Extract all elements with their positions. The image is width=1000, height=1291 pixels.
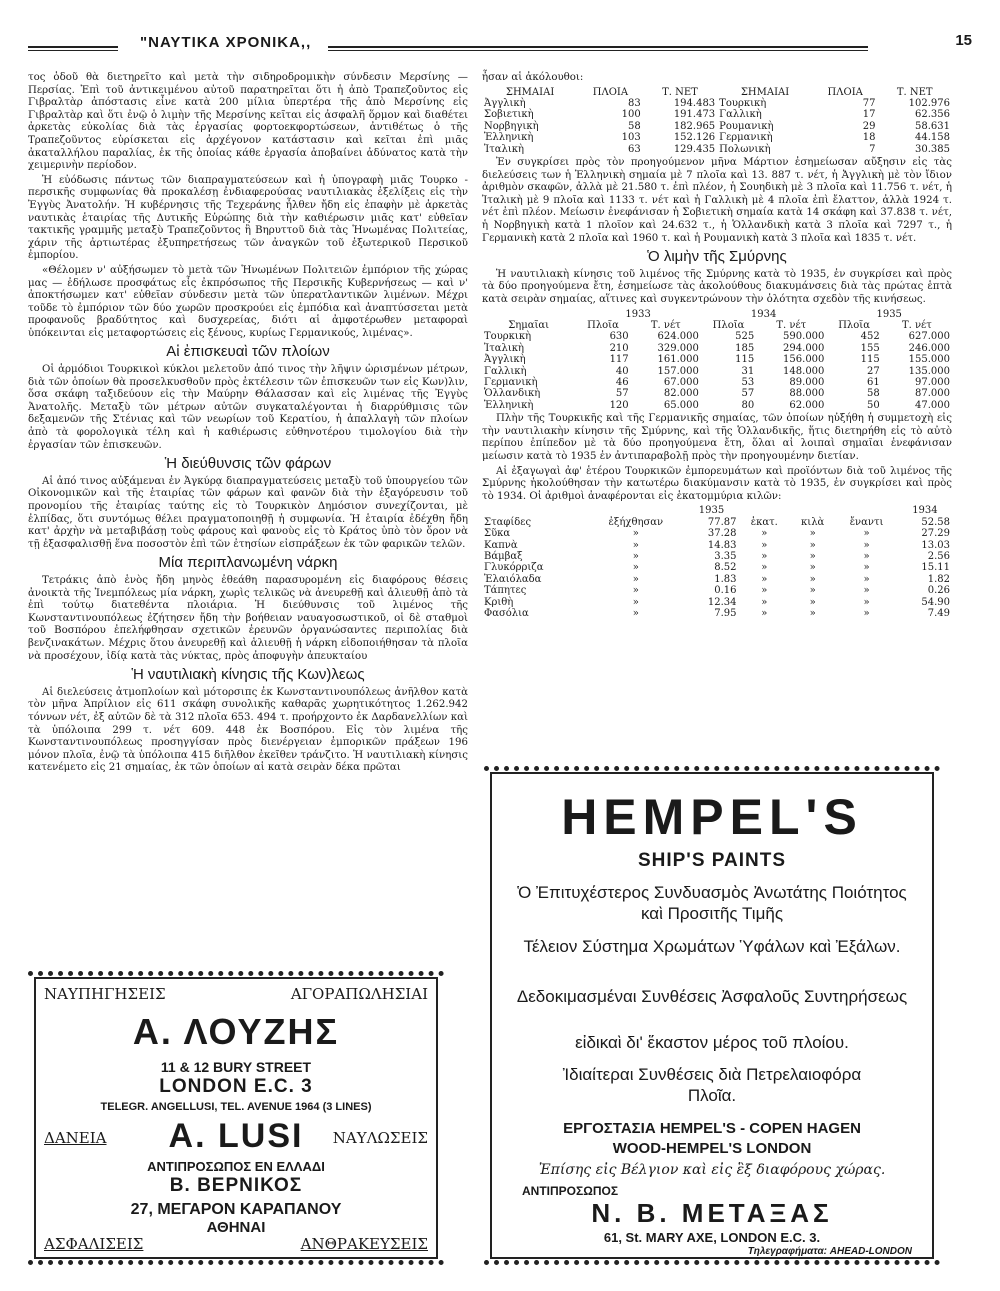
table-row bbox=[482, 121, 952, 132]
ad-service-sales: ΑΓΟΡΑΠΩΛΗΣΙΑΙ bbox=[290, 985, 428, 1003]
ad-representative-name: Β. ΒΕΡΝΙΚΟΣ bbox=[169, 1175, 303, 1196]
ad-line: Δεδοκιμασμέναι Συνθέσεις Ἀσφαλοῦς Συντηρήσεως bbox=[516, 987, 908, 1006]
table-row bbox=[482, 574, 952, 585]
ad-lousis bbox=[34, 977, 438, 1259]
table-cell: 58 bbox=[867, 388, 880, 400]
table-header: Τ. νέτ bbox=[650, 319, 681, 331]
table-cell: 590.000 bbox=[783, 331, 825, 343]
table-cell: 63 bbox=[627, 143, 641, 155]
table-cell: » bbox=[863, 608, 870, 620]
table-cell: 115 bbox=[735, 354, 755, 366]
table-cell: Καπνὰ bbox=[484, 539, 518, 551]
table-cell: 88.000 bbox=[789, 388, 825, 400]
table-row bbox=[482, 98, 952, 109]
table-cell: 77.87 bbox=[707, 516, 737, 528]
ad-rep-address: 61, St. MARY AXE, LONDON E.C. 3. bbox=[603, 1230, 821, 1245]
table-cell: 62.356 bbox=[915, 109, 950, 121]
table-cell: » bbox=[863, 573, 870, 585]
table-row bbox=[482, 540, 952, 551]
section-heading: Ἡ διεύθυνσις τῶν φάρων bbox=[164, 455, 332, 473]
table-cell: » bbox=[809, 585, 816, 597]
table-cell: Ἰταλικὴ bbox=[484, 143, 524, 155]
table-cell: 115 bbox=[860, 354, 880, 366]
exports-table bbox=[482, 505, 952, 619]
table-cell: ἔναντι bbox=[849, 516, 884, 528]
table-cell: 3.35 bbox=[714, 551, 737, 562]
table-cell: 54.90 bbox=[921, 596, 950, 608]
table-cell: Φασόλια bbox=[484, 608, 529, 620]
table-cell: 7 bbox=[869, 143, 876, 155]
table-cell: 155 bbox=[860, 342, 880, 354]
table-cell: » bbox=[761, 551, 768, 562]
table-cell: » bbox=[809, 596, 816, 608]
table-header: ΠΛΟΙΑ bbox=[592, 86, 629, 98]
table-header: Τ. ΝΕΤ bbox=[896, 86, 933, 98]
table-cell: 97.000 bbox=[915, 377, 950, 388]
table-cell: » bbox=[863, 562, 870, 574]
table-header: Πλοῖα bbox=[712, 319, 745, 331]
table-cell: 65.000 bbox=[663, 399, 699, 411]
table-cell: 12.34 bbox=[707, 596, 737, 608]
table-cell: Σταφίδες bbox=[484, 516, 532, 528]
paragraph: Αἱ ἐξαγωγαὶ ἀφ' ἑτέρου Τουρκικῶν ἐμπορευμάτων καὶ προϊόντων διὰ τοῦ λιμένος τῆς Σμύρνης ἠκολούθησαν τὴν κατωτέρω διακύμανσιν κατὰ τὸ 1935, ἐν συγκρίσει καὶ πρὸς τὸ 1934. Οἱ ἀριθμοὶ ἀναφέρονται εἰς ἑκατομμύρια κιλῶν: bbox=[482, 465, 952, 502]
paragraph: «Θέλομεν ν' αὐξήσωμεν τὸ μετὰ τῶν Ἡνωμένων Πολιτειῶν ἐμπόριον τῆς χώρας μας — ἐδήλωσε προσφάτως εἷς ἐκπρόσωπος τῆς Περσικῆς Κυβερνήσεως — καὶ ν' ἀποκτήσωμεν κατ' εὐθεῖαν σύνδεσιν μετὰ τῶν ὑπερατλαντικῶν λιμένων. Μέχρι τοῦδε τὸ ἐμπόριον τῶν δύο χωρῶν προσκρούει εἰς ἐμπόδια καὶ ἀναπτύσσεται μετὰ προφανοῦς βραδύτητος καὶ δυσχερείας, διότι αἱ ἀμφοτέρωθεν μεταφοραὶ ὑπόκεινται εἰς μεταφορτώσεις εἰς ξένους, κυρίως Γερμανικούς, λιμένας». bbox=[28, 264, 468, 339]
paragraph: Ἡ ναυτιλιακὴ κίνησις τοῦ λιμένος τῆς Σμύρνης κατὰ τὸ 1935, ἐν συγκρίσει καὶ πρὸς τὰ δύο προηγούμενα ἔτη, ἐσημείωσε τὰς ἀκολούθους διακυμάνσεις διὰ τὰς πρώτας ἑπτὰ κατὰ σειρὰν σημαίας, αἵτινες καὶ συγκεντρώνουν τὴν ὁλότητα σχεδὸν τῆς κινήσεως. bbox=[482, 268, 952, 305]
table-cell: 194.483 bbox=[673, 98, 716, 109]
table-header: ΣΗΜΑΙΑΙ bbox=[505, 86, 555, 98]
table-cell: Ἀγγλικὴ bbox=[484, 98, 526, 109]
table-cell: 31 bbox=[741, 365, 755, 377]
table-cell: 294.000 bbox=[783, 342, 825, 354]
header-rule-right bbox=[328, 46, 868, 51]
table-cell: Γαλλικὴ bbox=[719, 109, 762, 121]
ad-address: 27, ΜΕΓΑΡΟΝ ΚΑΡΑΠΑΝΟΥ bbox=[130, 1201, 342, 1218]
table-cell: Ὁλλανδικὴ bbox=[484, 388, 541, 400]
table-cell: 102.976 bbox=[908, 98, 950, 109]
table-cell: 161.000 bbox=[657, 354, 699, 366]
table-row bbox=[482, 597, 952, 608]
table-cell: ἑκατ. bbox=[750, 516, 778, 528]
table-cell: Σῦκα bbox=[484, 528, 511, 540]
table-cell: » bbox=[761, 539, 768, 551]
table-cell: Ἰταλικὴ bbox=[484, 342, 524, 354]
table-cell: 77 bbox=[862, 98, 876, 109]
table-header: Πλοῖα bbox=[587, 319, 619, 331]
table-cell: 246.000 bbox=[908, 342, 950, 354]
ad-name-greek: Α. ΛΟΥΖΗΣ bbox=[132, 1011, 340, 1052]
table-cell: 8.52 bbox=[714, 562, 737, 574]
publication-title: "ΝΑΥΤΙΚΑ ΧΡΟΝΙΚΑ,, bbox=[140, 34, 312, 51]
table-cell: » bbox=[632, 551, 639, 562]
table-cell: » bbox=[761, 608, 768, 620]
ad-service-loans: ΔΑΝΕΙΑ bbox=[44, 1129, 107, 1147]
table-cell: Ἑλληνικὴ bbox=[484, 399, 534, 411]
table-cell: 62.000 bbox=[789, 399, 825, 411]
table-cell: 67.000 bbox=[663, 377, 699, 388]
year-1935: 1935 bbox=[876, 308, 902, 320]
table-cell: » bbox=[632, 608, 639, 620]
table-cell: Τάπητες bbox=[484, 585, 527, 597]
table-row bbox=[482, 388, 952, 399]
table-cell: 129.435 bbox=[673, 143, 716, 155]
ad-line: Ὁ Ἐπιτυχέστερος Συνδυασμὸς Ἀνωτάτης Ποιότητος καὶ Προσιτῆς Τιμῆς bbox=[517, 883, 907, 923]
paragraph: τος ὁδοῦ θὰ διετηρεῖτο καὶ μετὰ τὴν σιδηροδρομικὴν σύνδεσιν Μερσίνης — Περσίας. Ἐπὶ τοῦ ἀντικειμένου αὐτοῦ παρατηρεῖται ὅτι ἡ ἀπὸ Τραπεζοῦντος εἰς Γιβραλτὰρ ἀπόστασις εἶνε κατὰ 200 μίλια ὑπερτέρα τῆς ἀπὸ Μερσίνης εἰς Γιβραλτὰρ καὶ ὅτι ἐνῷ ὁ λιμὴν τῆς Μερσίνης κεῖται εἰς ἀσφαλῆ ὅρμον καὶ διαθέτει ἀρκετὰς εὐκολίας διὰ τὰς ἐργασίας φορτοεκφορτώσεων, ἀντιθέτως ὁ τῆς Τραπεζοῦντος εὑρίσκεται εἰς ἀρχέγονον κατάστασιν καὶ κεῖται ἐπὶ μιᾶς ἀκαταλλήλου παραλίας, ἐκ τῆς ὁποίας κάθε ἐργασία ἀποβαίνει ἀδύνατος κατὰ τὴν χειμερινὴν περίοδον. bbox=[28, 72, 468, 172]
table-cell: » bbox=[863, 551, 870, 562]
table-cell: Πολωνικὴ bbox=[719, 143, 771, 155]
year-1933: 1933 bbox=[625, 308, 651, 320]
section-heading: Ἡ ναυτιλιακὴ κίνησις τῆς Κων)λεως bbox=[131, 666, 365, 684]
table-header: Πλοῖα bbox=[838, 319, 870, 331]
ad-also: Ἐπίσης εἰς Βέλγιον καὶ εἰς ἓξ διαφόρους χώρας. bbox=[538, 1162, 886, 1178]
ad-service-insurance: ΑΣΦΑΛΙΣΕΙΣ bbox=[44, 1235, 144, 1253]
ad-street: 11 & 12 BURY STREET bbox=[160, 1059, 312, 1075]
table-cell: 83 bbox=[627, 98, 641, 109]
table-cell: Τουρκικὴ bbox=[484, 331, 532, 343]
table-cell: 7.49 bbox=[927, 608, 950, 620]
table-cell: 57 bbox=[615, 388, 629, 400]
ad-hempels bbox=[490, 772, 934, 1259]
table-cell: Γλυκόρριζα bbox=[484, 562, 544, 574]
table-cell: 103 bbox=[621, 132, 641, 144]
table-cell: 135.000 bbox=[908, 365, 950, 377]
table-cell: 120 bbox=[609, 399, 629, 411]
table-cell: » bbox=[863, 528, 870, 540]
ad-city-athens: ΑΘΗΝΑΙ bbox=[206, 1219, 266, 1236]
table-cell: 87.000 bbox=[915, 388, 950, 400]
table-cell: Γερμανικὴ bbox=[484, 377, 538, 388]
table-cell: 148.000 bbox=[783, 365, 825, 377]
ad-telegraph: Τηλεγραφήματα: AHEAD-LONDON bbox=[747, 1246, 912, 1257]
ad-rep-label: ΑΝΤΙΠΡΟΣΩΠΟΣ bbox=[522, 1184, 619, 1198]
table-cell: » bbox=[863, 596, 870, 608]
ad-representative-label: ΑΝΤΙΠΡΟΣΩΠΟΣ ΕΝ ΕΛΛΑΔΙ bbox=[147, 1159, 325, 1174]
paragraph: Αἱ ἀπό τινος αὐξάμεναι ἐν Ἀγκύρᾳ διαπραγματεύσεις μεταξὺ τοῦ ὑπουργείου τῶν Οἰκονομικῶν καὶ τῆς ἑταιρίας τῶν φάρων καὶ φανῶν διὰ τὴν ἐξαγόρευσιν τοῦ προνομίου τῆς ἑταιρίας ταύτης εἰς τὸ Τουρκικὸν Δημόσιον συνεχίζονται, μὲ ἐλπίδας, ὅτι συντόμως θέλει πραγματοποιηθῇ ἡ συμφωνία. Ἡ ἑταιρία ἐδέχθη ἤδη κατ' ἀρχὴν νὰ μεταβιβάσῃ τοὺς φάρους καὶ φανοὺς εἰς τὸ Κράτος ὑπὸ τὸν ὅρον νὰ τῇ ἐξασφαλισθῇ ἕνα ποσοστὸν ἐπὶ τῶν ἐτησίων εἰσπράξεων ἐκ τῶν φαρικῶν τελῶν. bbox=[28, 475, 468, 550]
table-cell: 27 bbox=[867, 365, 880, 377]
table-cell: 57 bbox=[741, 388, 755, 400]
table-cell: Ἀγγλικὴ bbox=[484, 354, 526, 366]
table-cell: 37.28 bbox=[707, 528, 737, 540]
right-column bbox=[482, 72, 952, 619]
table-cell: Βάμβαξ bbox=[484, 551, 523, 562]
table-row bbox=[482, 343, 952, 354]
ad-name-latin: A. LUSI bbox=[168, 1117, 304, 1155]
section-heading: Ὁ λιμὴν τῆς Σμύρνης bbox=[647, 248, 787, 266]
paragraph: Οἱ ἁρμόδιοι Τουρκικοὶ κύκλοι μελετοῦν ἀπό τινος τὴν λῆψιν ὡρισμένων μέτρων, διὰ τῶν ὁποίων θὰ προσελκυσθοῦν πρὸς ἐκτέλεσιν τῶν ἐπισκευῶν των εἰς Κων)λιν, ὅσα σκάφη ταξιδεύουν εἰς τὴν Μαύρην Θάλασσαν καὶ εἰς λιμένας τῆς Ἐγγὺς Ἀνατολῆς. Μεταξὺ τῶν μέτρων αὐτῶν συγκαταλέγονται ἡ διαρρύθμισις τῶν δεξαμενῶν τῆς Στένιας καὶ τῶν νεωρίων τοῦ Κερατίου, ἡ ἀπαλλαγὴ τῶν πλοίων ἀπὸ τὰ φορολογικὰ τέλη καὶ ἡ καθιέρωσις εὐθηνοτέρου τιμολογίου διὰ τὴν ἐργασίαν τῶν ἐπισκευῶν. bbox=[28, 364, 468, 451]
table-cell: 210 bbox=[609, 342, 629, 354]
table-cell: 1.82 bbox=[927, 573, 950, 585]
page-number: 15 bbox=[955, 32, 972, 49]
table-cell: 29 bbox=[862, 120, 876, 132]
table-header: Τ. ΝΕΤ bbox=[662, 86, 698, 98]
table-cell: 155.000 bbox=[908, 354, 950, 366]
table-cell: Ρουμανικὴ bbox=[719, 120, 774, 132]
table-cell: Τουρκικὴ bbox=[719, 98, 767, 109]
paragraph: Πλὴν τῆς Τουρκικῆς καὶ τῆς Γερμανικῆς σημαίας, τῶν ὁποίων ηὐξήθη ἡ συμμετοχὴ εἰς τὴν ναυτιλιακὴν κίνησιν τῆς Σμύρνης, καὶ τῆς Ὁλλανδικῆς, ἥτις διετηρήθη εἰς τὸ αὐτὸ περίπου ἐπίπεδον μὲ τὰ δύο προηγούμενα ἔτη, ὅλαι αἱ λοιπαὶ σημαῖαι ἐνεφάνισαν μείωσιν κατὰ τὸ 1935 ἐν ἀντιπαραβολῇ πρὸς τὴν προηγουμένην διετίαν. bbox=[482, 413, 952, 462]
table-row bbox=[482, 144, 952, 155]
year-1934: 1934 bbox=[912, 505, 938, 517]
table-row bbox=[482, 377, 952, 388]
table-row bbox=[482, 354, 952, 365]
table-cell: 50 bbox=[867, 399, 880, 411]
table-cell: » bbox=[761, 596, 768, 608]
table-header: Τ. νέτ bbox=[776, 319, 807, 331]
table-cell: » bbox=[632, 573, 639, 585]
table-cell: 80 bbox=[741, 399, 755, 411]
table-header: ΠΛΟΙΑ bbox=[827, 86, 863, 98]
ad-service-chartering: ΝΑΥΛΩΣΕΙΣ bbox=[332, 1129, 428, 1147]
table-cell: » bbox=[761, 573, 768, 585]
table-cell: 0.16 bbox=[714, 585, 737, 597]
table-cell: 15.11 bbox=[921, 562, 950, 574]
table-cell: » bbox=[809, 562, 816, 574]
table-cell: 13.03 bbox=[921, 539, 950, 551]
table-row bbox=[482, 366, 952, 377]
section-heading: Μία περιπλανωμένη νάρκη bbox=[158, 554, 338, 572]
paragraph: Ἡ εὐόδωσις πάντως τῶν διαπραγματεύσεων καὶ ἡ ὑπογραφὴ μιᾶς Τουρκο - περσικῆς συμφωνίας θὰ προκαλέσῃ ἐνδιαφερούσας ναυτιλιακὰς ἐξελίξεις εἰς τὴν Ἐγγὺς Ἀνατολήν. Ἡ κυβέρνησις τῆς Τεχεράνης ἦλθεν ἤδη εἰς ἐπαφὴν μὲ ἀρκετὰς ναυτικὰς ἑταιρίας τῆς Δυτικῆς Εὐρώπης διὰ τὴν καθιέρωσιν μιᾶς κατ' εὐθεῖαν τακτικῆς γραμμῆς μεταξὺ Τραπεζοῦντος ἢ Βηρυττοῦ διὰ τὰς Ἡνωμένας Πολιτείας, χάριν τῆς ἀρτιωτέρας ἐξυπηρετήσεως τῶν ἀναγκῶν τοῦ ἐξωτερικοῦ Περσικοῦ ἐμπορίου. bbox=[28, 174, 468, 262]
ad-service-shipbuilding: ΝΑΥΠΗΓΗΣΕΙΣ bbox=[44, 985, 166, 1003]
table-row bbox=[482, 528, 952, 539]
table-cell: » bbox=[632, 562, 639, 574]
table-cell: » bbox=[632, 528, 639, 540]
table-cell: » bbox=[809, 539, 816, 551]
table-header: Τ. νέτ bbox=[901, 319, 932, 331]
ad-factories: ΕΡΓΟΣΤΑΣΙΑ HEMPEL'S - COPEN HAGEN bbox=[563, 1120, 861, 1137]
table-cell: » bbox=[809, 528, 816, 540]
table-cell: Σοβιετικὴ bbox=[484, 109, 534, 121]
table-cell: 329.000 bbox=[657, 342, 699, 354]
table-cell: » bbox=[809, 573, 816, 585]
ad-wood: WOOD-HEMPEL'S LONDON bbox=[612, 1140, 812, 1157]
table-cell: Ἑλληνικὴ bbox=[484, 132, 534, 144]
ad-line: Τέλειον Σύστημα Χρωμάτων Ὑφάλων καὶ Ἐξάλων. bbox=[523, 937, 901, 956]
table-row bbox=[482, 608, 952, 619]
ad-line: Ἰδιαίτεραι Συνθέσεις διὰ Πετρελαιοφόρα Πλοῖα. bbox=[562, 1065, 862, 1105]
year-1935: 1935 bbox=[698, 505, 725, 517]
table-cell: » bbox=[863, 585, 870, 597]
table-row bbox=[482, 109, 952, 120]
table-cell: » bbox=[632, 596, 639, 608]
year-1934: 1934 bbox=[750, 308, 777, 320]
table-cell: 18 bbox=[862, 132, 876, 144]
table-cell: » bbox=[761, 585, 768, 597]
ad-line: εἰδικαὶ δι' ἕκαστον μέρος τοῦ πλοίου. bbox=[575, 1033, 849, 1052]
table-cell: Γερμανικὴ bbox=[719, 132, 773, 144]
ad-brand: HEMPEL'S bbox=[561, 789, 863, 845]
smyrna-table bbox=[482, 309, 952, 412]
table-cell: 100 bbox=[621, 109, 641, 121]
table-cell: 182.965 bbox=[673, 120, 716, 132]
table-cell: » bbox=[761, 562, 768, 574]
ad-subtitle: SHIP'S PAINTS bbox=[637, 850, 787, 871]
table-row bbox=[482, 562, 952, 573]
table-cell: 1.83 bbox=[714, 573, 737, 585]
table-row bbox=[482, 400, 952, 411]
table-cell: 44.158 bbox=[915, 132, 950, 144]
table-cell: 630 bbox=[609, 331, 629, 343]
table-cell: 46 bbox=[615, 377, 629, 388]
table-cell: 52.58 bbox=[921, 516, 950, 528]
table-cell: » bbox=[809, 551, 816, 562]
table-cell: 7.95 bbox=[714, 608, 737, 620]
table-cell: » bbox=[632, 585, 639, 597]
paragraph: Τετράκις ἀπὸ ἑνὸς ἤδη μηνὸς ἐθεάθη παρασυρομένη εἰς διαφόρους θέσεις ἀνοικτὰ τῆς Ἰνεμπόλεως μία νάρκη, χωρὶς τελικῶς νὰ ἀνευρεθῇ καὶ ἁλιευθῇ ἀπὸ τὰ ἐπὶ τούτῳ διατεθέντα πλοιάρια. Ἡ διεύθυνσις τοῦ λιμένος τῆς Κωνσταντινουπόλεως ἐζήτησεν ἤδη τὴν βοήθειαν ναυαγοσωστικοῦ, οἱ δὲ σταθμοὶ τοῦ Βοσπόρου ἐπελήφθησαν σχετικῶν ἐρευνῶν ὀργανώσαντες περιπολίας διὰ βενζινακάτων. Μέχρις ὅτου ἀνευρεθῇ καὶ ἁλιευθῇ ἡ νάρκη εἰδοποιήθησαν τὰ πλοῖα νὰ προσέχουν, ἰδίᾳ κατὰ τὰς νύκτας, πρὸς ἀποφυγὴν ἀπευκταίου bbox=[28, 574, 468, 662]
table-cell: 191.473 bbox=[673, 109, 716, 121]
table-cell: 53 bbox=[741, 377, 755, 388]
ad-city: LONDON E.C. 3 bbox=[159, 1076, 313, 1097]
table-cell: » bbox=[632, 539, 639, 551]
paragraph: Ἐν συγκρίσει πρὸς τὸν προηγούμενον μῆνα Μάρτιον ἐσημείωσαν αὔξησιν εἰς τὰς διελεύσεις των ἡ Ἑλληνικὴ σημαία μὲ 7 πλοῖα καὶ 13. 887 τ. νέτ, ἡ Ἀγγλικὴ μὲ τὸν ἴδιον ἀριθμὸν σκαφῶν, ἀλλὰ μὲ 21.580 τ. ἐπὶ πλέον, ἡ Σουηδικὴ μὲ 3 πλοῖα καὶ 11.756 τ. νέτ, ἡ Ἰταλικὴ μὲ 9 πλοῖα καὶ 1133 τ. νέτ καὶ ἡ Γαλλικὴ μὲ 4 πλοῖα ἐπὶ ἔλαττον, ἀλλὰ 1924 τ. νέτ ἐπὶ πλέον. Μείωσιν ἐνεφάνισαν ἡ Σοβιετικὴ σημαία κατὰ 14 σκάφη καὶ 37.838 τ. νέτ, ἡ Νορβηγικὴ κατὰ 1 πλοῖον καὶ 24.632 τ., ἡ Ὁλλανδικὴ κατὰ 3 πλοῖα καὶ 7297 τ., ἡ Γερμανικὴ κατὰ 2 πλοῖα καὶ 1960 τ. καὶ ἡ Ρουμανικὴ κατὰ 3 πλοῖα καὶ 1835 τ. νέτ. bbox=[482, 157, 952, 244]
ad-service-coaling: ΑΝΘΡΑΚΕΥΣΕΙΣ bbox=[300, 1235, 428, 1253]
table-cell: 89.000 bbox=[789, 377, 825, 388]
table-cell: Κριθὴ bbox=[484, 596, 514, 608]
left-column bbox=[28, 72, 468, 777]
table-cell: 14.83 bbox=[707, 539, 737, 551]
table-cell: » bbox=[863, 539, 870, 551]
table-cell: 525 bbox=[735, 331, 755, 343]
page-header bbox=[28, 34, 972, 62]
table-cell: 47.000 bbox=[915, 399, 950, 411]
table-row bbox=[482, 585, 952, 596]
table-cell: 58 bbox=[627, 120, 641, 132]
table-cell: 2.56 bbox=[927, 551, 950, 562]
header-rule-left bbox=[28, 46, 118, 51]
section-heading: Αἱ ἐπισκευαὶ τῶν πλοίων bbox=[166, 343, 330, 361]
paragraph: ἦσαν αἱ ἀκόλουθοι: bbox=[482, 72, 584, 83]
table-cell: 185 bbox=[735, 342, 755, 354]
ad-telegraph: TELEGR. ANGELLUSI, TEL. AVENUE 1964 (3 LINES) bbox=[100, 1101, 372, 1113]
table-cell: Ἐλαιόλαδα bbox=[484, 573, 542, 585]
table-cell: κιλὰ bbox=[801, 516, 825, 528]
table-header: ΣΗΜΑΙΑΙ bbox=[740, 86, 790, 98]
table-cell: 17 bbox=[862, 109, 876, 121]
table-row bbox=[482, 331, 952, 342]
table-cell: 452 bbox=[860, 331, 880, 343]
table-cell: Γαλλικὴ bbox=[484, 365, 527, 377]
table-cell: 152.126 bbox=[673, 132, 716, 144]
table-cell: 627.000 bbox=[908, 331, 950, 343]
ad-rep-name: Ν. Β. ΜΕΤΑΞΑΣ bbox=[591, 1198, 833, 1228]
table-row bbox=[482, 517, 952, 528]
table-row bbox=[482, 551, 952, 562]
table-cell: 156.000 bbox=[783, 354, 825, 366]
table-cell: 61 bbox=[867, 377, 880, 388]
table-cell: 117 bbox=[609, 354, 629, 366]
table-cell: » bbox=[809, 608, 816, 620]
table-row bbox=[482, 132, 952, 143]
table-cell: 58.631 bbox=[915, 120, 950, 132]
table-cell: 157.000 bbox=[657, 365, 699, 377]
table-cell: » bbox=[761, 528, 768, 540]
table-cell: ἐξήχθησαν bbox=[608, 516, 664, 528]
table-cell: 30.385 bbox=[915, 143, 950, 155]
table-cell: Νορβηγικὴ bbox=[484, 120, 539, 132]
table-header: Σημαῖαι bbox=[508, 319, 550, 331]
table-cell: 624.000 bbox=[657, 331, 699, 343]
table-cell: 82.000 bbox=[663, 388, 699, 400]
table-cell: 27.29 bbox=[921, 528, 950, 540]
flags-table bbox=[482, 87, 952, 155]
paragraph: Αἱ διελεύσεις ἀτμοπλοίων καὶ μότορσιπς ἐκ Κωνσταντινουπόλεως ἀνῆλθον κατὰ τὸν μῆνα Ἀπρίλιον εἰς 611 σκάφη συνολικῆς καθαρᾶς χωρητικότητος 1.262.942 τόννων νέτ, ἐξ αὐτῶν δὲ τὰ 312 πλοῖα 653. 494 τ. προήρχοντο ἐκ Δαρδανελλίων καὶ τὰ ὑπόλοιπα 299 τ. νέτ 609. 448 ἐκ Βοσπόρου. Εἰς τὸν λιμένα τῆς Κωνσταντινουπόλεως προσηγγίσαν πρὸς διενέργειαν ἐμπορικῶν πράξεων 196 μόνον πλοῖα, ἐνῷ τὰ ὑπόλοιπα 415 διῆλθον ἐκεῖθεν τράνζιτο. Ἡ ναυτιλιακὴ κίνησις κατενέμετο εἰς 21 σημαίας, ἐκ τῶν ὁποίων αἱ κατὰ σειρὰν δέκα πρῶται bbox=[28, 686, 468, 774]
table-cell: 0.26 bbox=[927, 585, 950, 597]
table-cell: 40 bbox=[615, 365, 629, 377]
